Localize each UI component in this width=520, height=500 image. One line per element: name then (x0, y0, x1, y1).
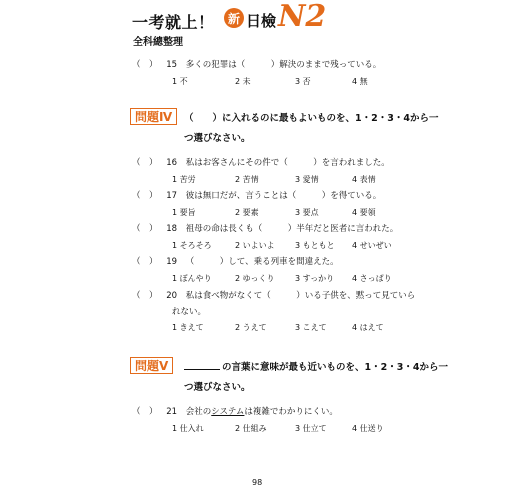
option-4: 4 仕送り (352, 424, 384, 433)
option-2: 2 苦情 (235, 175, 259, 184)
question-number: 18 (166, 224, 178, 234)
option-2: 2 未 (235, 77, 251, 86)
option-1: 1 要旨 (172, 208, 196, 217)
section-5-label: 問題Ⅴ (130, 357, 173, 374)
option-1: 1 苦労 (172, 175, 196, 184)
question-16 (132, 156, 390, 168)
new-badge: 新 (224, 8, 244, 28)
question-number: 21 (166, 407, 178, 417)
section-5-instruction-cont: つ選びなさい。 (184, 382, 251, 393)
section-5-instruction (184, 359, 448, 373)
question-20 (132, 289, 415, 301)
option-1: 1 きえて (172, 323, 204, 332)
option-1: 1 ぼんやり (172, 274, 212, 283)
answer-paren: （ ） (132, 291, 158, 301)
underlined-word: システム (211, 407, 245, 417)
option-4: 4 表情 (352, 175, 376, 184)
option-1: 1 仕入れ (172, 424, 204, 433)
option-4: 4 無 (352, 77, 368, 86)
section-4-instruction-cont: つ選びなさい。 (184, 133, 251, 144)
question-number: 17 (166, 191, 178, 201)
option-2: 2 ゆっくり (235, 274, 275, 283)
question-text: （ ）して、乗る列車を間違えた。 (185, 257, 339, 267)
option-4: 4 はえて (352, 323, 384, 332)
option-3: 3 否 (295, 77, 311, 86)
question-text-after: は複雑でわかりにくい。 (244, 407, 338, 417)
section-5-instruction-text: の言葉に意味が最も近いものを、1・2・3・4から一 (222, 362, 448, 373)
question-text-before: 会社の (185, 407, 212, 417)
section-4-instruction: （ ）に入れるのに最もよいものを、1・2・3・4から一 (184, 113, 439, 124)
question-text: 多くの犯罪は（ ）解決のままで残っている。 (185, 60, 382, 70)
exam-label: 日檢 (246, 12, 277, 30)
question-21 (132, 405, 338, 417)
question-19 (132, 255, 339, 267)
option-3: 3 すっかり (295, 274, 335, 283)
option-3: 3 こえて (295, 323, 327, 332)
book-title: 一考就上！ (132, 13, 215, 32)
question-text: 祖母の命は長くも（ ）半年だと医者に言われた。 (185, 224, 399, 234)
question-18 (132, 222, 398, 234)
section-4-label: 問題Ⅳ (130, 108, 177, 125)
question-15 (132, 58, 381, 70)
question-text: 彼は無口だが、言うことは（ ）を得ている。 (185, 191, 382, 201)
level-label: N2 (278, 0, 327, 34)
option-3: 3 もともと (295, 241, 335, 250)
question-text-cont: れない。 (172, 307, 207, 317)
option-4: 4 要領 (352, 208, 376, 217)
option-2: 2 うえて (235, 323, 267, 332)
option-4: 4 せいぜい (352, 241, 392, 250)
option-4: 4 さっぱり (352, 274, 392, 283)
option-1: 1 不 (172, 77, 188, 86)
question-number: 15 (166, 60, 178, 70)
answer-paren: （ ） (132, 60, 158, 70)
option-2: 2 いよいよ (235, 241, 275, 250)
option-2: 2 仕組み (235, 424, 267, 433)
option-3: 3 要点 (295, 208, 319, 217)
question-text: 私は食べ物がなくて（ ）いる子供を、黙って見ていら (185, 291, 416, 301)
answer-paren: （ ） (132, 407, 158, 417)
answer-paren: （ ） (132, 158, 158, 168)
answer-paren: （ ） (132, 257, 158, 267)
page-number: 98 (252, 478, 263, 487)
option-3: 3 愛情 (295, 175, 319, 184)
option-2: 2 要素 (235, 208, 259, 217)
question-number: 16 (166, 158, 178, 168)
question-number: 20 (166, 291, 178, 301)
question-number: 19 (166, 257, 178, 267)
answer-paren: （ ） (132, 224, 158, 234)
option-1: 1 そろそろ (172, 241, 212, 250)
answer-paren: （ ） (132, 191, 158, 201)
underline-blank (184, 361, 220, 370)
option-3: 3 仕立て (295, 424, 327, 433)
book-subtitle: 全科總整理 (133, 37, 183, 48)
question-text: 私はお客さんにその件で（ ）を言われました。 (185, 158, 390, 168)
question-17 (132, 189, 381, 201)
